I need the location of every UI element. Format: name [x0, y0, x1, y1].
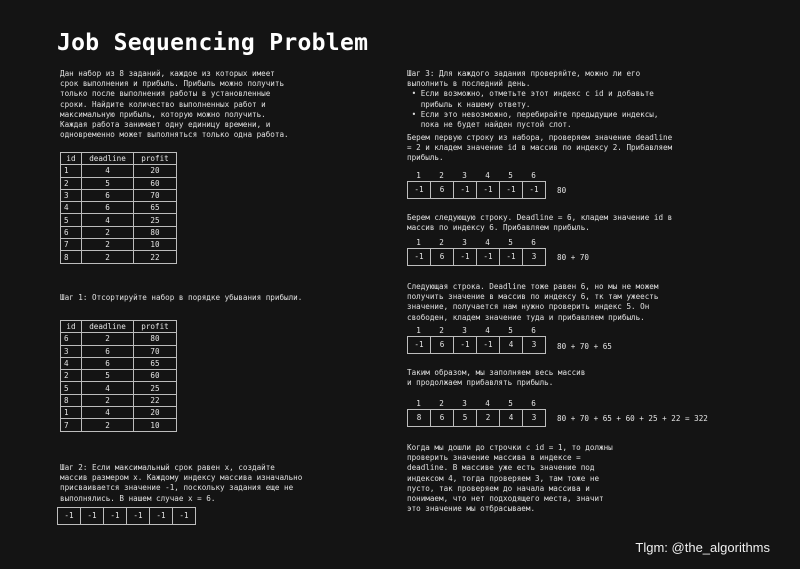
cell-deadline: 2 [82, 394, 134, 406]
cell-deadline: 5 [82, 177, 134, 189]
array-state-3 [407, 326, 546, 354]
footer-handle: Tlgm: @the_algorithms [635, 540, 770, 555]
array-index-label: 4 [485, 399, 490, 408]
array-index-label: 2 [439, 171, 444, 180]
col-id: id [61, 153, 82, 165]
cell-profit: 80 [134, 333, 177, 345]
array-state-1 [407, 171, 546, 199]
sorted-jobs-table [60, 320, 177, 432]
cell-deadline: 2 [82, 419, 134, 431]
cell-id: 8 [61, 251, 82, 263]
array-cell: -1 [454, 249, 477, 265]
table-row [61, 357, 177, 369]
array-index-label: 1 [416, 171, 421, 180]
array-cell: -1 [58, 508, 81, 524]
table-row [61, 239, 177, 251]
cell-deadline: 4 [82, 382, 134, 394]
cell-deadline: 6 [82, 189, 134, 201]
profit-sum-4: 80 + 70 + 65 + 60 + 25 + 22 = 322 [557, 414, 708, 423]
cell-deadline: 6 [82, 202, 134, 214]
cell-profit: 80 [134, 226, 177, 238]
cell-profit: 60 [134, 370, 177, 382]
cell-id: 6 [61, 333, 82, 345]
cell-deadline: 4 [82, 214, 134, 226]
array-index-label: 6 [531, 326, 536, 335]
array-cell: 8 [408, 410, 431, 426]
cell-id: 7 [61, 239, 82, 251]
step2-text: Шаг 2: Если максимальный срок равен x, создайте массив размером x. Каждому индексу массива изначально присваивается значение -1, поскольку задания еще не выполнялись. В нашем случае x = 6. [60, 463, 303, 503]
array-state-2 [407, 238, 546, 266]
table-row [61, 251, 177, 263]
col-deadline: deadline [82, 153, 134, 165]
array-index-label: 6 [531, 399, 536, 408]
cell-profit: 70 [134, 189, 177, 201]
array-state-4 [407, 399, 546, 427]
cell-id: 4 [61, 357, 82, 369]
cell-id: 1 [61, 165, 82, 177]
array-cell: 6 [431, 249, 454, 265]
cell-profit: 22 [134, 394, 177, 406]
cell-id: 3 [61, 345, 82, 357]
array-index-label: 2 [439, 326, 444, 335]
explanation-5: Когда мы дошли до строчки с id = 1, то должны проверить значение массива в индексе = deadline. В массиве уже есть значение под индексом 4, тогда проверяем 3, там тоже не пусто, так проверяем до начала массива и понимаем, что нет подходящего места, значит это значение мы отбрасываем. [407, 443, 613, 514]
table-row [61, 419, 177, 431]
array-index-label: 6 [531, 171, 536, 180]
cell-profit: 20 [134, 165, 177, 177]
cell-deadline: 6 [82, 345, 134, 357]
array-cell: -1 [500, 182, 523, 198]
jobs-table [60, 152, 177, 264]
array-index-label: 3 [462, 171, 467, 180]
cell-deadline: 2 [82, 333, 134, 345]
table-row [61, 189, 177, 201]
array-cell: -1 [408, 182, 431, 198]
array-index-label: 2 [439, 399, 444, 408]
cell-deadline: 2 [82, 226, 134, 238]
array-index-label: 4 [485, 171, 490, 180]
cell-id: 4 [61, 202, 82, 214]
cell-profit: 20 [134, 407, 177, 419]
col-id: id [61, 321, 82, 333]
profit-sum-3: 80 + 70 + 65 [557, 342, 612, 351]
array-cell: 3 [531, 413, 537, 422]
col-profit: profit [134, 321, 177, 333]
cell-deadline: 5 [82, 370, 134, 382]
array-cell: 6 [431, 337, 454, 353]
array-cell: -1 [454, 337, 477, 353]
table-row [61, 202, 177, 214]
table-row [61, 333, 177, 345]
table-row [61, 214, 177, 226]
cell-id: 6 [61, 226, 82, 238]
cell-profit: 25 [134, 382, 177, 394]
table-row [61, 382, 177, 394]
cell-deadline: 2 [82, 239, 134, 251]
array-index-label: 2 [439, 238, 444, 247]
array-index-label: 3 [462, 238, 467, 247]
cell-id: 2 [61, 370, 82, 382]
explanation-4: Таким образом, мы заполняем весь массив и продолжаем прибавлять прибыль. [407, 368, 586, 388]
initial-array [57, 507, 196, 525]
cell-id: 3 [61, 189, 82, 201]
array-index-label: 5 [508, 399, 513, 408]
array-cell: -1 [150, 508, 173, 524]
cell-profit: 70 [134, 345, 177, 357]
array-index-label: 5 [508, 326, 513, 335]
array-cell: 5 [454, 410, 477, 426]
array-cell: -1 [127, 508, 150, 524]
array-cell: 6 [431, 410, 454, 426]
cell-deadline: 2 [82, 251, 134, 263]
cell-profit: 65 [134, 202, 177, 214]
cell-deadline: 4 [82, 165, 134, 177]
array-cell: -1 [500, 249, 523, 265]
array-index-label: 4 [485, 238, 490, 247]
explanation-1: Берем первую строку из набора, проверяем значение deadline = 2 и кладем значение id в массив по индексу 2. Прибавляем прибыль. [407, 133, 673, 163]
array-cell: -1 [477, 337, 500, 353]
array-cell: -1 [408, 337, 431, 353]
array-cell: -1 [529, 185, 539, 194]
col-profit: profit [134, 153, 177, 165]
array-cell: -1 [179, 511, 189, 520]
cell-profit: 22 [134, 251, 177, 263]
table-row [61, 394, 177, 406]
array-cell: -1 [104, 508, 127, 524]
array-index-label: 5 [508, 171, 513, 180]
array-index-label: 1 [416, 326, 421, 335]
array-cell: -1 [477, 249, 500, 265]
cell-profit: 10 [134, 419, 177, 431]
array-index-label: 6 [531, 238, 536, 247]
array-cell: -1 [454, 182, 477, 198]
array-cell: -1 [81, 508, 104, 524]
array-cell: 6 [431, 182, 454, 198]
array-index-label: 3 [462, 399, 467, 408]
cell-profit: 65 [134, 357, 177, 369]
array-cell: 4 [500, 410, 523, 426]
page-title: Job Sequencing Problem [57, 30, 369, 56]
cell-id: 8 [61, 394, 82, 406]
cell-id: 2 [61, 177, 82, 189]
array-index-label: 5 [508, 238, 513, 247]
explanation-3: Следующая строка. Deadline тоже равен 6, но мы не можем получить значение в массив по индексу 6, тк там ужеесть значение, получается нам нужно проверить индекс 5. Он свободен, кладем значение туда и прибавляем прибыль. [407, 282, 659, 322]
table-row [61, 226, 177, 238]
table-row [61, 407, 177, 419]
cell-id: 1 [61, 407, 82, 419]
step3-text: Шаг 3: Для каждого задания проверяйте, можно ли его выполнить в последний день. • Если возможно, отметьте этот индекс с id и добавьте прибыль к нашему ответу. • Если это невозможно, перебирайте предыдущие индексы, пока не будет найден пустой слот. [407, 69, 659, 130]
array-cell: 2 [477, 410, 500, 426]
table-row [61, 345, 177, 357]
cell-profit: 10 [134, 239, 177, 251]
array-index-label: 4 [485, 326, 490, 335]
col-deadline: deadline [82, 321, 134, 333]
array-index-label: 3 [462, 326, 467, 335]
table-header-row [61, 153, 177, 165]
step1-text: Шаг 1: Отсортируйте набор в порядке убывания прибыли. [60, 293, 303, 302]
array-cell: -1 [408, 249, 431, 265]
profit-sum-1: 80 [557, 186, 567, 195]
cell-profit: 25 [134, 214, 177, 226]
table-row [61, 177, 177, 189]
cell-profit: 60 [134, 177, 177, 189]
array-cell: 3 [531, 252, 537, 261]
cell-id: 7 [61, 419, 82, 431]
array-cell: 4 [500, 337, 523, 353]
cell-deadline: 4 [82, 407, 134, 419]
profit-sum-2: 80 + 70 [557, 253, 590, 262]
table-row [61, 370, 177, 382]
array-cell: -1 [477, 182, 500, 198]
cell-id: 5 [61, 382, 82, 394]
array-index-label: 1 [416, 399, 421, 408]
explanation-2: Берем следующую строку. Deadline = 6, кладем значение id в массив по индексу 6. Прибавляем прибыль. [407, 213, 673, 233]
table-row [61, 165, 177, 177]
array-cell: 3 [531, 340, 537, 349]
table-header-row [61, 321, 177, 333]
intro-text: Дан набор из 8 заданий, каждое из которых имеет срок выполнения и прибыль. Прибыль можно получить только после выполнения работы в установленные сроки. Найдите количество выполненных работ и максимальную прибыль, которую можно получить. Каждая работа занимает одну единицу времени, и одновременно может выполняться только одна работа. [60, 69, 289, 140]
array-index-label: 1 [416, 238, 421, 247]
cell-id: 5 [61, 214, 82, 226]
cell-deadline: 6 [82, 357, 134, 369]
